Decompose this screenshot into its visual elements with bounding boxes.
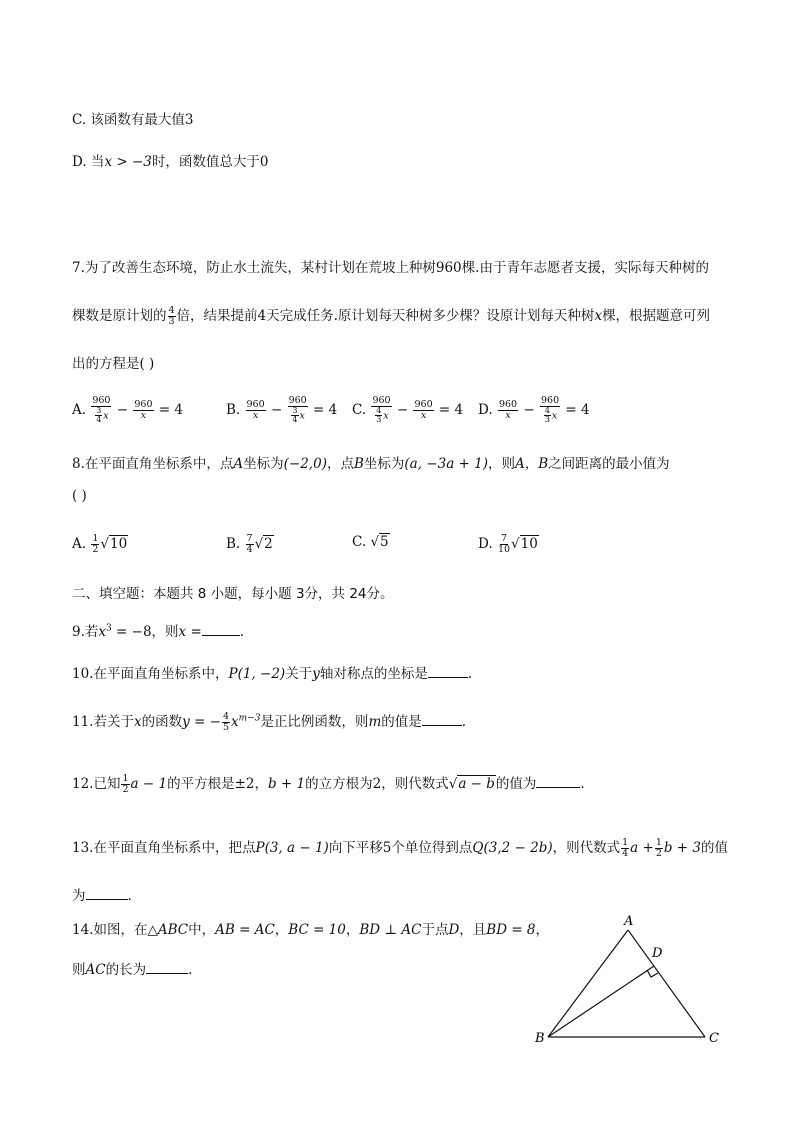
side-ab	[548, 930, 628, 1037]
q9: 9.若$x^3 = -8$，则x = .	[72, 623, 245, 640]
q6-d-prefix: D. 当	[72, 154, 105, 170]
answer-blank[interactable]	[202, 623, 240, 636]
q7-text-a: 棵数是原计划的	[72, 308, 167, 324]
section-2-heading: 二、填空题：本题共 8 小题，每小题 3分，共 24分。	[72, 586, 394, 602]
q7-fraction-4-3: $\frac{4}{3}$	[168, 305, 175, 327]
q7-text-b: 倍，结果提前4天完成任务.原计划每天种树多少棵？设原计划每天种树	[176, 308, 595, 324]
answer-blank[interactable]	[428, 665, 468, 678]
q13-line-1: 13.在平面直角坐标系中，把点P(3, a − 1)向下平移5个单位得到点Q(3,2 − 2b)，则代数式 $\frac{1}{4}$ a + $\frac{1}{2}$ b + 3的值	[72, 837, 728, 859]
label-d: D	[652, 946, 663, 961]
answer-blank[interactable]	[86, 887, 128, 900]
q8-option-b: B. $\frac{7}{4}$ √2	[226, 533, 273, 555]
q7-line-1: 7.为了改善生态环境，防止水土流失，某村计划在荒坡上种树960棵.由于青年志愿者支援，实际每天种树的	[72, 260, 709, 276]
q8-option-c: C. √5	[352, 534, 389, 550]
side-ac	[628, 930, 705, 1037]
q6-option-c: C. 该函数有最大值3	[72, 112, 194, 128]
q11: 11.若关于x的函数y = − $\frac{4}{5}$ $x^{m-3}$是正比例函数，则m的值是 .	[72, 711, 467, 733]
altitude-bd	[548, 966, 654, 1037]
answer-blank[interactable]	[422, 713, 462, 726]
right-angle-mark	[647, 970, 658, 977]
label-b: B	[535, 1031, 545, 1046]
q7-line-2	[72, 304, 710, 327]
q8-option-a: A. $\frac{1}{2}$ √10	[72, 533, 128, 555]
q6-option-d	[72, 150, 268, 170]
q7-option-c: C. 960 $\frac{4}{3}$ x − $\frac{960}{x}$ = 4	[352, 395, 464, 425]
q7-line-3: 出的方程是( )	[72, 356, 155, 372]
q13-line-2: 为 .	[72, 888, 132, 904]
q8-line-1: 8.在平面直角坐标系中，点A坐标为(−2,0)，点B坐标为(a, −3a + 1)，则A，B之间距离的最小值为	[72, 456, 670, 472]
q6-d-suffix: 时，函数值总大于0	[151, 154, 269, 170]
q14-line-1: 14.如图，在△ABC中，AB = AC，BC = 10，BD ⊥ AC于点D，且BD = 8，	[72, 922, 550, 938]
answer-blank[interactable]	[146, 961, 188, 974]
q14-line-2: 则AC的长为 .	[72, 962, 193, 978]
label-a: A	[624, 914, 634, 929]
q7-option-a: A. 960 $\frac{3}{4}$ x − $\frac{960}{x}$ = 4	[72, 395, 184, 425]
q6-d-cond: x > −3	[104, 154, 152, 170]
q7-option-b: B. $\frac{960}{x}$ − 960 $\frac{3}{4}$ x = 4	[226, 395, 338, 425]
q8-line-2: ( )	[72, 488, 87, 504]
q7-var-x: x	[594, 308, 603, 324]
q12: 12.已知 $\frac{1}{2}$ a − 1的平方根是±2，b + 1的立方根为2，则代数式√a − b的值为 .	[72, 773, 585, 795]
q7-option-d: D. $\frac{960}{x}$ − 960 $\frac{4}{3}$ x = 4	[478, 395, 590, 425]
q7-text-c: 棵，根据题意可列	[602, 308, 711, 324]
triangle-figure	[525, 905, 735, 1055]
label-c: C	[709, 1031, 719, 1046]
q8-option-d: D. $\frac{7}{10}$ √10	[478, 533, 538, 555]
q10: 10.在平面直角坐标系中，P(1, −2)关于y轴对称点的坐标是 .	[72, 666, 473, 682]
answer-blank[interactable]	[536, 775, 580, 788]
